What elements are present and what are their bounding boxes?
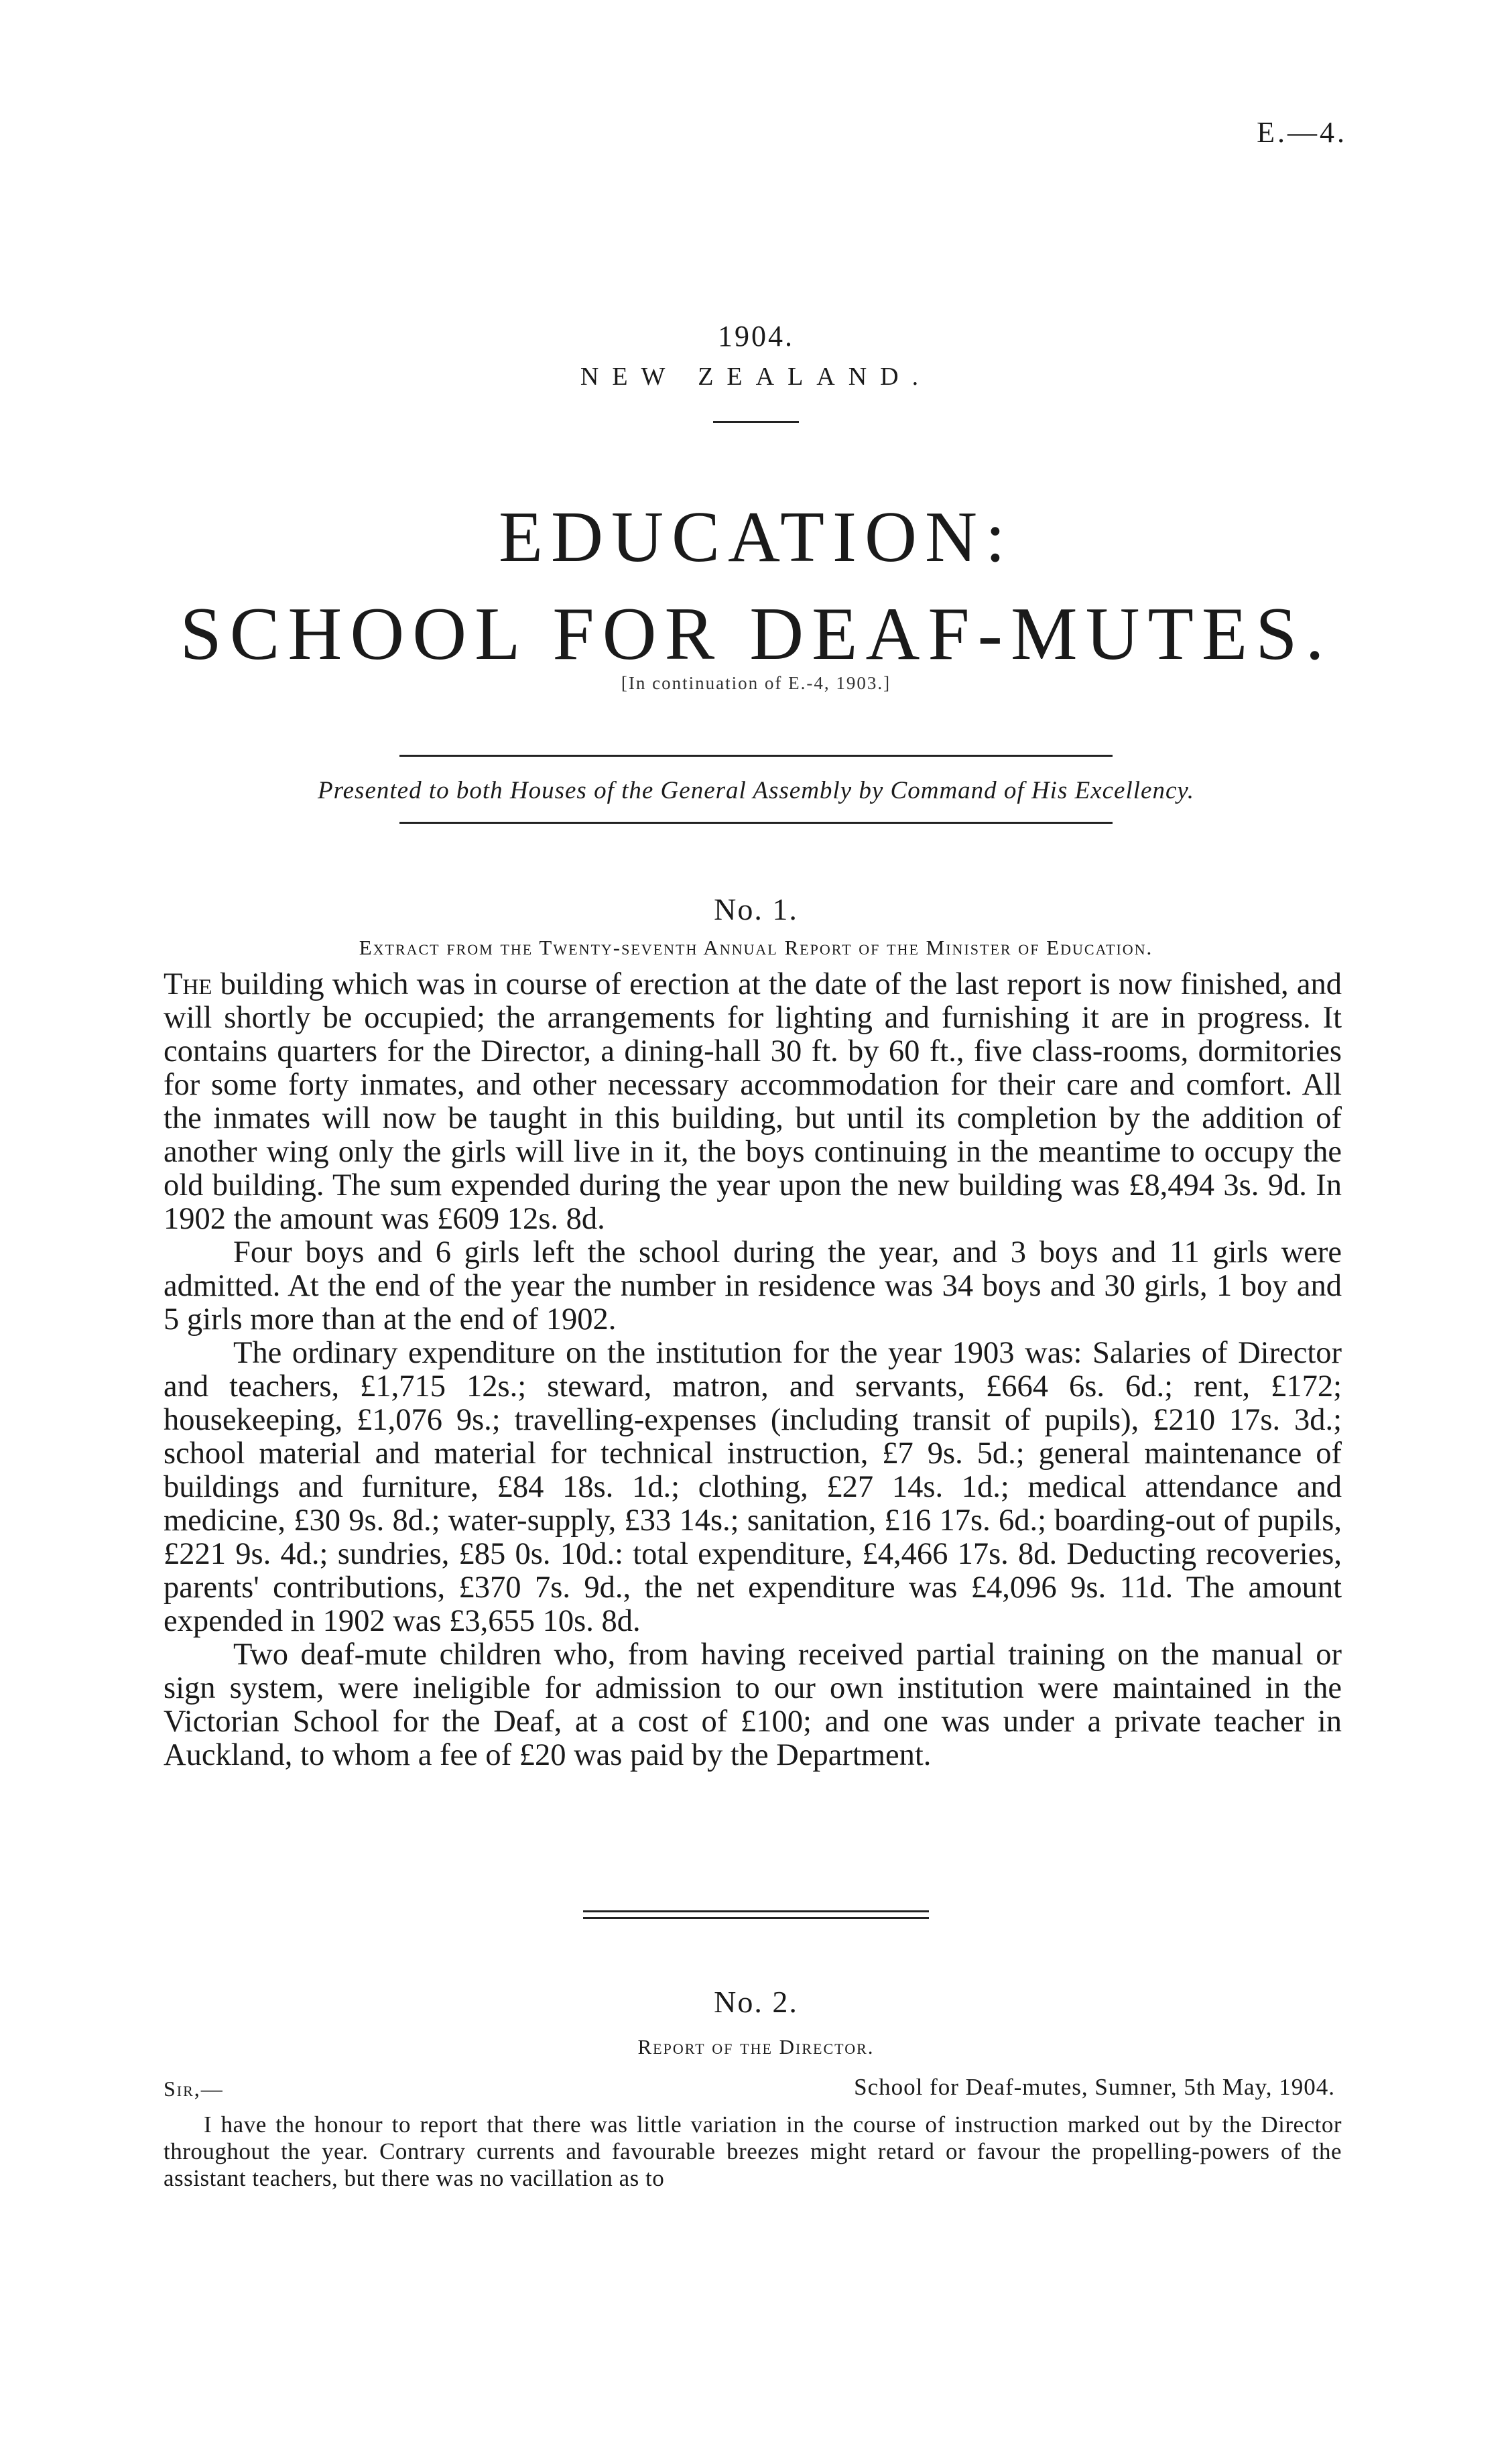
section-divider	[583, 1910, 929, 1919]
dateline: School for Deaf-mutes, Sumner, 5th May, 1904.	[854, 2074, 1335, 2100]
section2-paragraph-1: I have the honour to report that there was little variation in the course of instruction marked out by the Director throughout the year. Contrary currents and favourable breezes might retard or favour the propelling-powers of the assistant teachers, but there was no vacillation as to	[164, 2111, 1342, 2191]
publication-year: 1904.	[718, 320, 794, 353]
section1-paragraph-3: The ordinary expenditure on the institution for the year 1903 was: Salaries of Director and teachers, £1,715 12s.; steward, matron, and servants, £664 6s. 6d.; rent, £172; housekeeping, £1,076 9s.; travelling-expenses (including transit of pupils), £210 17s. 3d.; school material and material for technical instruction, £7 9s. 5d.; general maintenance of buildings and furniture, £84 18s. 1d.; clothing, £27 14s. 1d.; medical attendance and medicine, £30 9s. 8d.; water-supply, £33 14s.; sanitation, £16 17s. 6d.; boarding-out of pupils, £221 9s. 4d.; sundries, £85 0s. 10d.: total expenditure, £4,466 17s. 8d. Deducting recoveries, parents' contributions, £370 7s. 9d., the net expenditure was £4,096 9s. 11d. The amount expended in 1902 was £3,655 10s. 8d.	[164, 1336, 1342, 1638]
page-reference: E.—4.	[1257, 116, 1347, 149]
country-heading: NEW ZEALAND.	[580, 363, 932, 391]
section1-paragraph-1: The building which was in course of erection at the date of the last report is now finished, and will shortly be occupied; the arrangements for lighting and furnishing it are in progress. It contains quarters for the Director, a dining-hall 30 ft. by 60 ft., five class-rooms, dormitories for some forty inmates, and other necessary accommodation for their care and comfort. All the inmates will now be taught in this building, but until its completion by the addition of another wing only the girls will live in it, the boys continuing in the meantime to occupy the old building. The sum expended during the year upon the new building was £8,494 3s. 9d. In 1902 the amount was £609 12s. 8d.	[164, 967, 1342, 1236]
section2-subtitle: Report of the Director.	[637, 2035, 875, 2058]
presented-rule-bottom	[399, 822, 1113, 824]
continuation-note: [In continuation of E.-4, 1903.]	[621, 673, 891, 693]
section1-number: No. 1.	[714, 892, 798, 926]
presented-rule-top	[399, 755, 1113, 757]
section2-number: No. 2.	[714, 1985, 798, 2019]
section2-body	[164, 2111, 1342, 2192]
document-title-line1: EDUCATION:	[499, 497, 1013, 577]
presented-line: Presented to both Houses of the General Assembly by Command of His Excellency.	[318, 777, 1194, 804]
section1-body	[164, 968, 1342, 1772]
section1-paragraph-2: Four boys and 6 girls left the school during the year, and 3 boys and 11 girls were admitted. At the end of the year the number in residence was 34 boys and 30 girls, 1 boy and 5 girls more than at the end of 1902.	[164, 1235, 1342, 1337]
document-title-line2: SCHOOL FOR DEAF-MUTES.	[180, 593, 1332, 676]
salutation: Sir,—	[164, 2077, 224, 2101]
section1-first-word: The	[164, 967, 212, 1001]
section1-subtitle: Extract from the Twenty-seventh Annual Report of the Minister of Education.	[359, 936, 1153, 959]
section1-paragraph-4: Two deaf-mute children who, from having received partial training on the manual or sign system, were ineligible for admission to our own institution were maintained in the Victorian School for the Deaf, at a cost of £100; and one was under a private teacher in Auckland, to whom a fee of £20 was paid by the Department.	[164, 1638, 1342, 1772]
short-divider	[713, 421, 799, 423]
